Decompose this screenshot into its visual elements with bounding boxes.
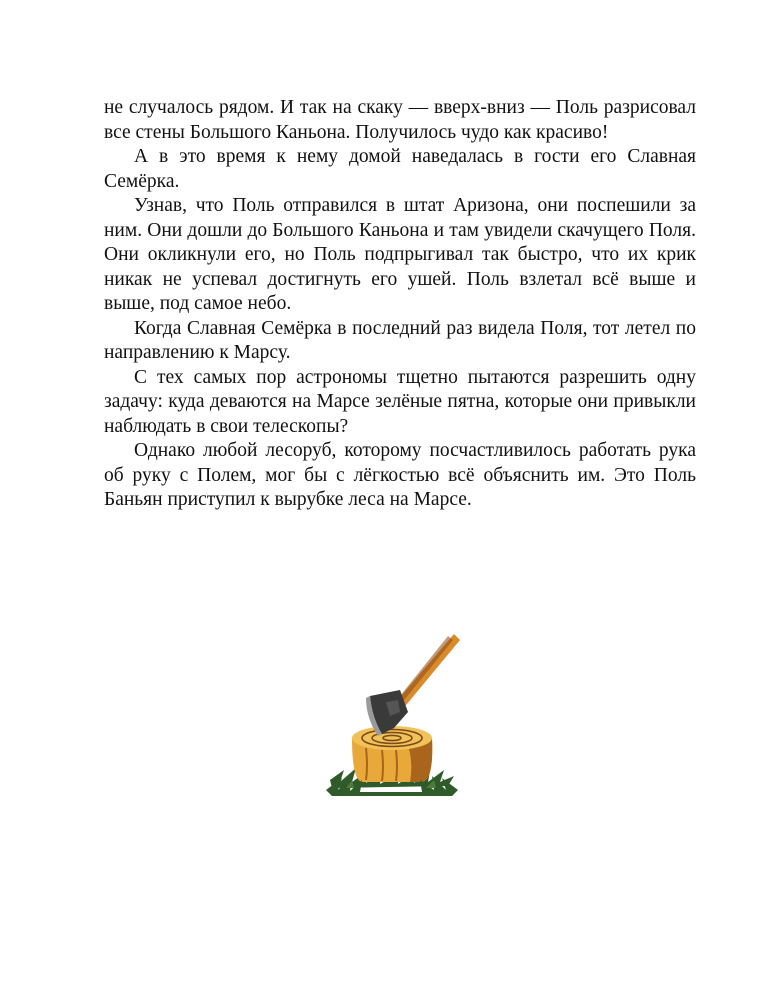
axe-icon <box>366 634 460 736</box>
paragraph-3: Узнав, что Поль отправился в штат Аризона, они поспешили за ним. Они дошли до Большого Каньона и там увидели скачущего Поля. Они окликнули его, но Поль подпрыгивал так быстро, что их крик никак не успевал достигнуть его ушей. Поль взлетал всё выше и выше, под самое небо. <box>104 195 696 314</box>
page-text <box>104 96 696 513</box>
stump-icon <box>352 726 432 782</box>
paragraph-1: не случалось рядом. И так на скаку — вверх-вниз — Поль разрисовал все стены Большого Каньона. Получилось чудо как красиво! <box>104 97 696 143</box>
paragraph-5: С тех самых пор астрономы тщетно пытаются разрешить одну задачу: куда деваются на Марсе зелёные пятна, которые они привыкли наблюдать в свои телескопы? <box>104 366 696 437</box>
axe-in-stump-illustration <box>322 630 462 800</box>
paragraph-4: Когда Славная Семёрка в последний раз видела Поля, тот летел по направлению к Марсу. <box>104 317 696 363</box>
paragraph-2: А в это время к нему домой наведалась в гости его Славная Семёрка. <box>104 146 696 192</box>
paragraph-6: Однако любой лесоруб, которому посчастливилось работать рука об руку с Полем, мог бы с лёгкостью всё объяснить им. Это Поль Баньян приступил к вырубке леса на Марсе. <box>104 440 696 510</box>
